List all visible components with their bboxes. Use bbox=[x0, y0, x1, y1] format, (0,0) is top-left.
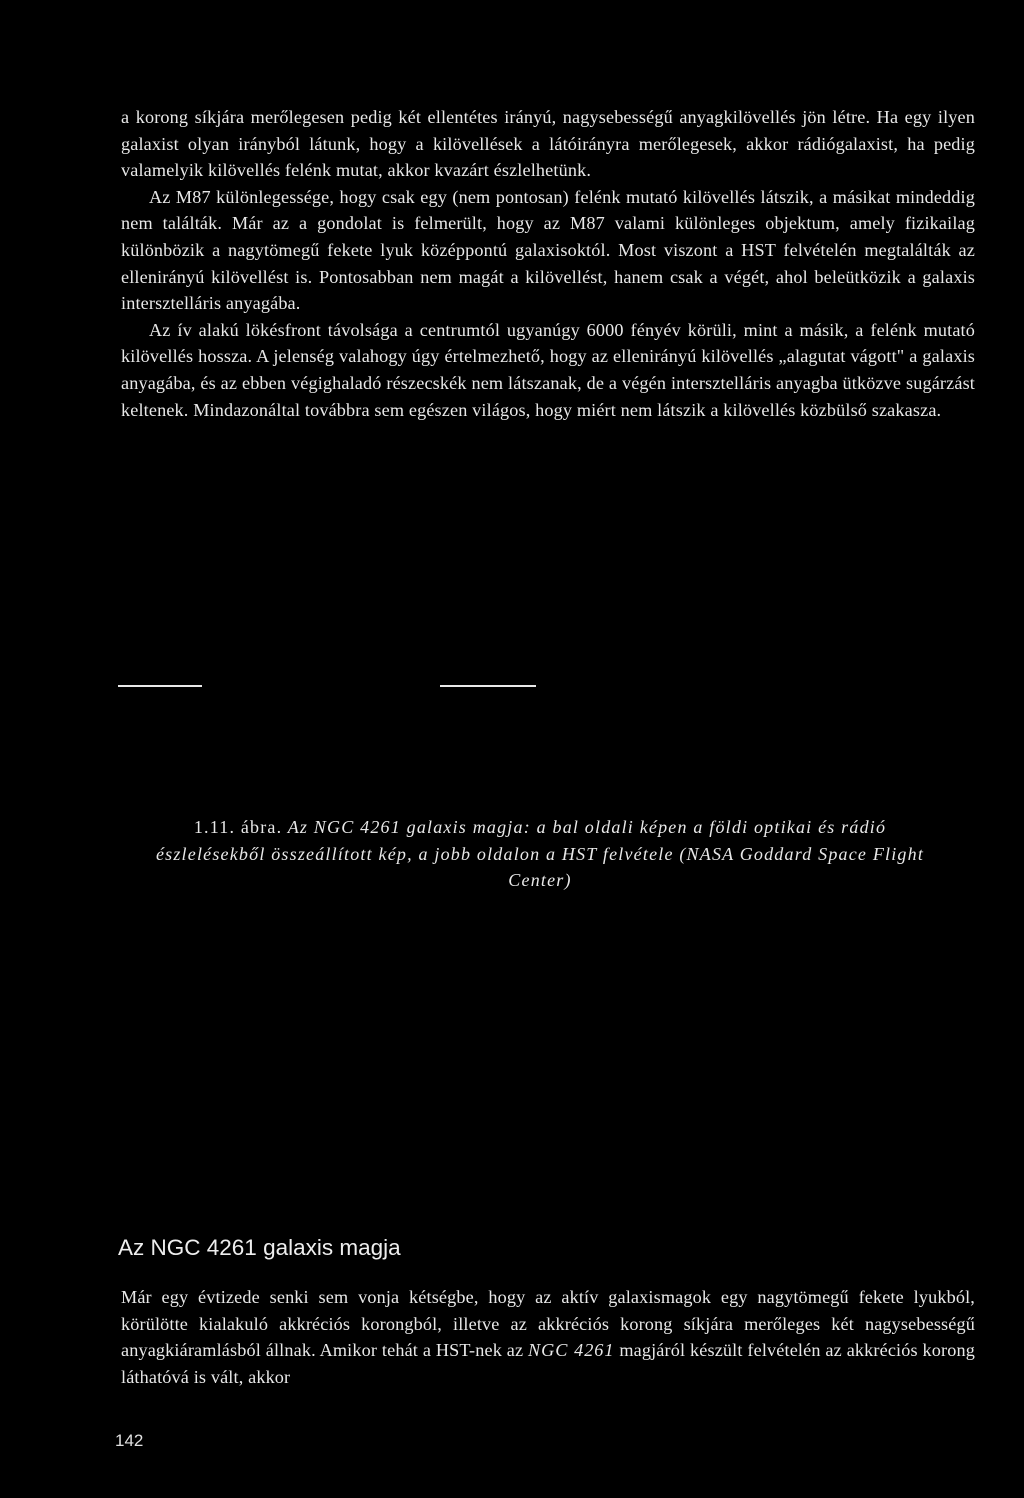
section-heading: Az NGC 4261 galaxis magja bbox=[118, 1235, 401, 1260]
section-paragraph-start: Már egy évtizede senki sem vonja kétségbe, hogy az aktív galaxismagok egy nagytömegű fekete lyukból, körülötte kialakuló akkréciós korongból, illetve az akkréciós korong síkjára merőleges két nagysebességű anyagkiáramlásból állnak. Amikor tehát a HST-nek az bbox=[121, 1287, 975, 1361]
paragraph-3: Az ív alakú lökésfront távolsága a centrumtól ugyanúgy 6000 fényév körüli, mint a másik, a felénk mutató kilövellés hossza. A jelenség valahogy úgy értelmezhető, hogy az ellenirányú kilövellés „alagutat vágott" a galaxis anyagába, és az ebben végighaladó részecskék nem látszanak, de a végén intersztelláris anyagba ütközve sugárzást keltenek. Mindazonáltal továbbra sem egészen világos, hogy miért nem látszik a kilövellés közbülső szakasza. bbox=[121, 319, 975, 420]
paragraph-2: Az M87 különlegessége, hogy csak egy (nem pontosan) felénk mutató kilövellés látszik, a másikat mindeddig nem találták. Már az a gondolat is felmerült, hogy az M87 valami különleges objektum, amely fizikailag különbözik a nagytömegű fekete lyuk középpontú galaxisoktól. Most viszont a HST felvételén megtalálták az ellenirányú kilövellést is. Pontosabban nem magát a kilövellést, hanem csak a végét, ahol beleütközik a galaxis intersztelláris anyagába. bbox=[121, 186, 975, 314]
section-paragraph-end: magjáról készült felvételén az akkréciós korong láthatóvá is vált, akkor bbox=[121, 1340, 975, 1387]
figure-caption-text: Az NGC 4261 galaxis magja: a bal oldali képen a földi optikai és rádió észlelésekből összeállított kép, a jobb oldalon a HST felvétele (NASA Goddard Space Flight Center) bbox=[155, 817, 925, 890]
figure-label: 1.11. ábra. bbox=[193, 817, 283, 837]
figure-right-image-edge bbox=[440, 685, 536, 687]
figure-caption bbox=[140, 814, 940, 894]
section-text-block bbox=[121, 1284, 975, 1390]
section-paragraph bbox=[121, 1284, 975, 1390]
page-number: 142 bbox=[115, 1431, 144, 1450]
main-text-block bbox=[121, 104, 975, 423]
section-paragraph-galaxy-name: NGC 4261 bbox=[528, 1340, 615, 1361]
paragraph-1: a korong síkjára merőlegesen pedig két ellentétes irányú, nagysebességű anyagkilövellés jön létre. Ha egy ilyen galaxist olyan irányból látunk, hogy a kilövellések a látóirányra merőlegesek, akkor rádiógalaxist, ha pedig valamelyik kilövellés felénk mutat, akkor kvazárt észlelhetünk. bbox=[121, 107, 975, 181]
figure-left-image-edge bbox=[118, 685, 202, 687]
